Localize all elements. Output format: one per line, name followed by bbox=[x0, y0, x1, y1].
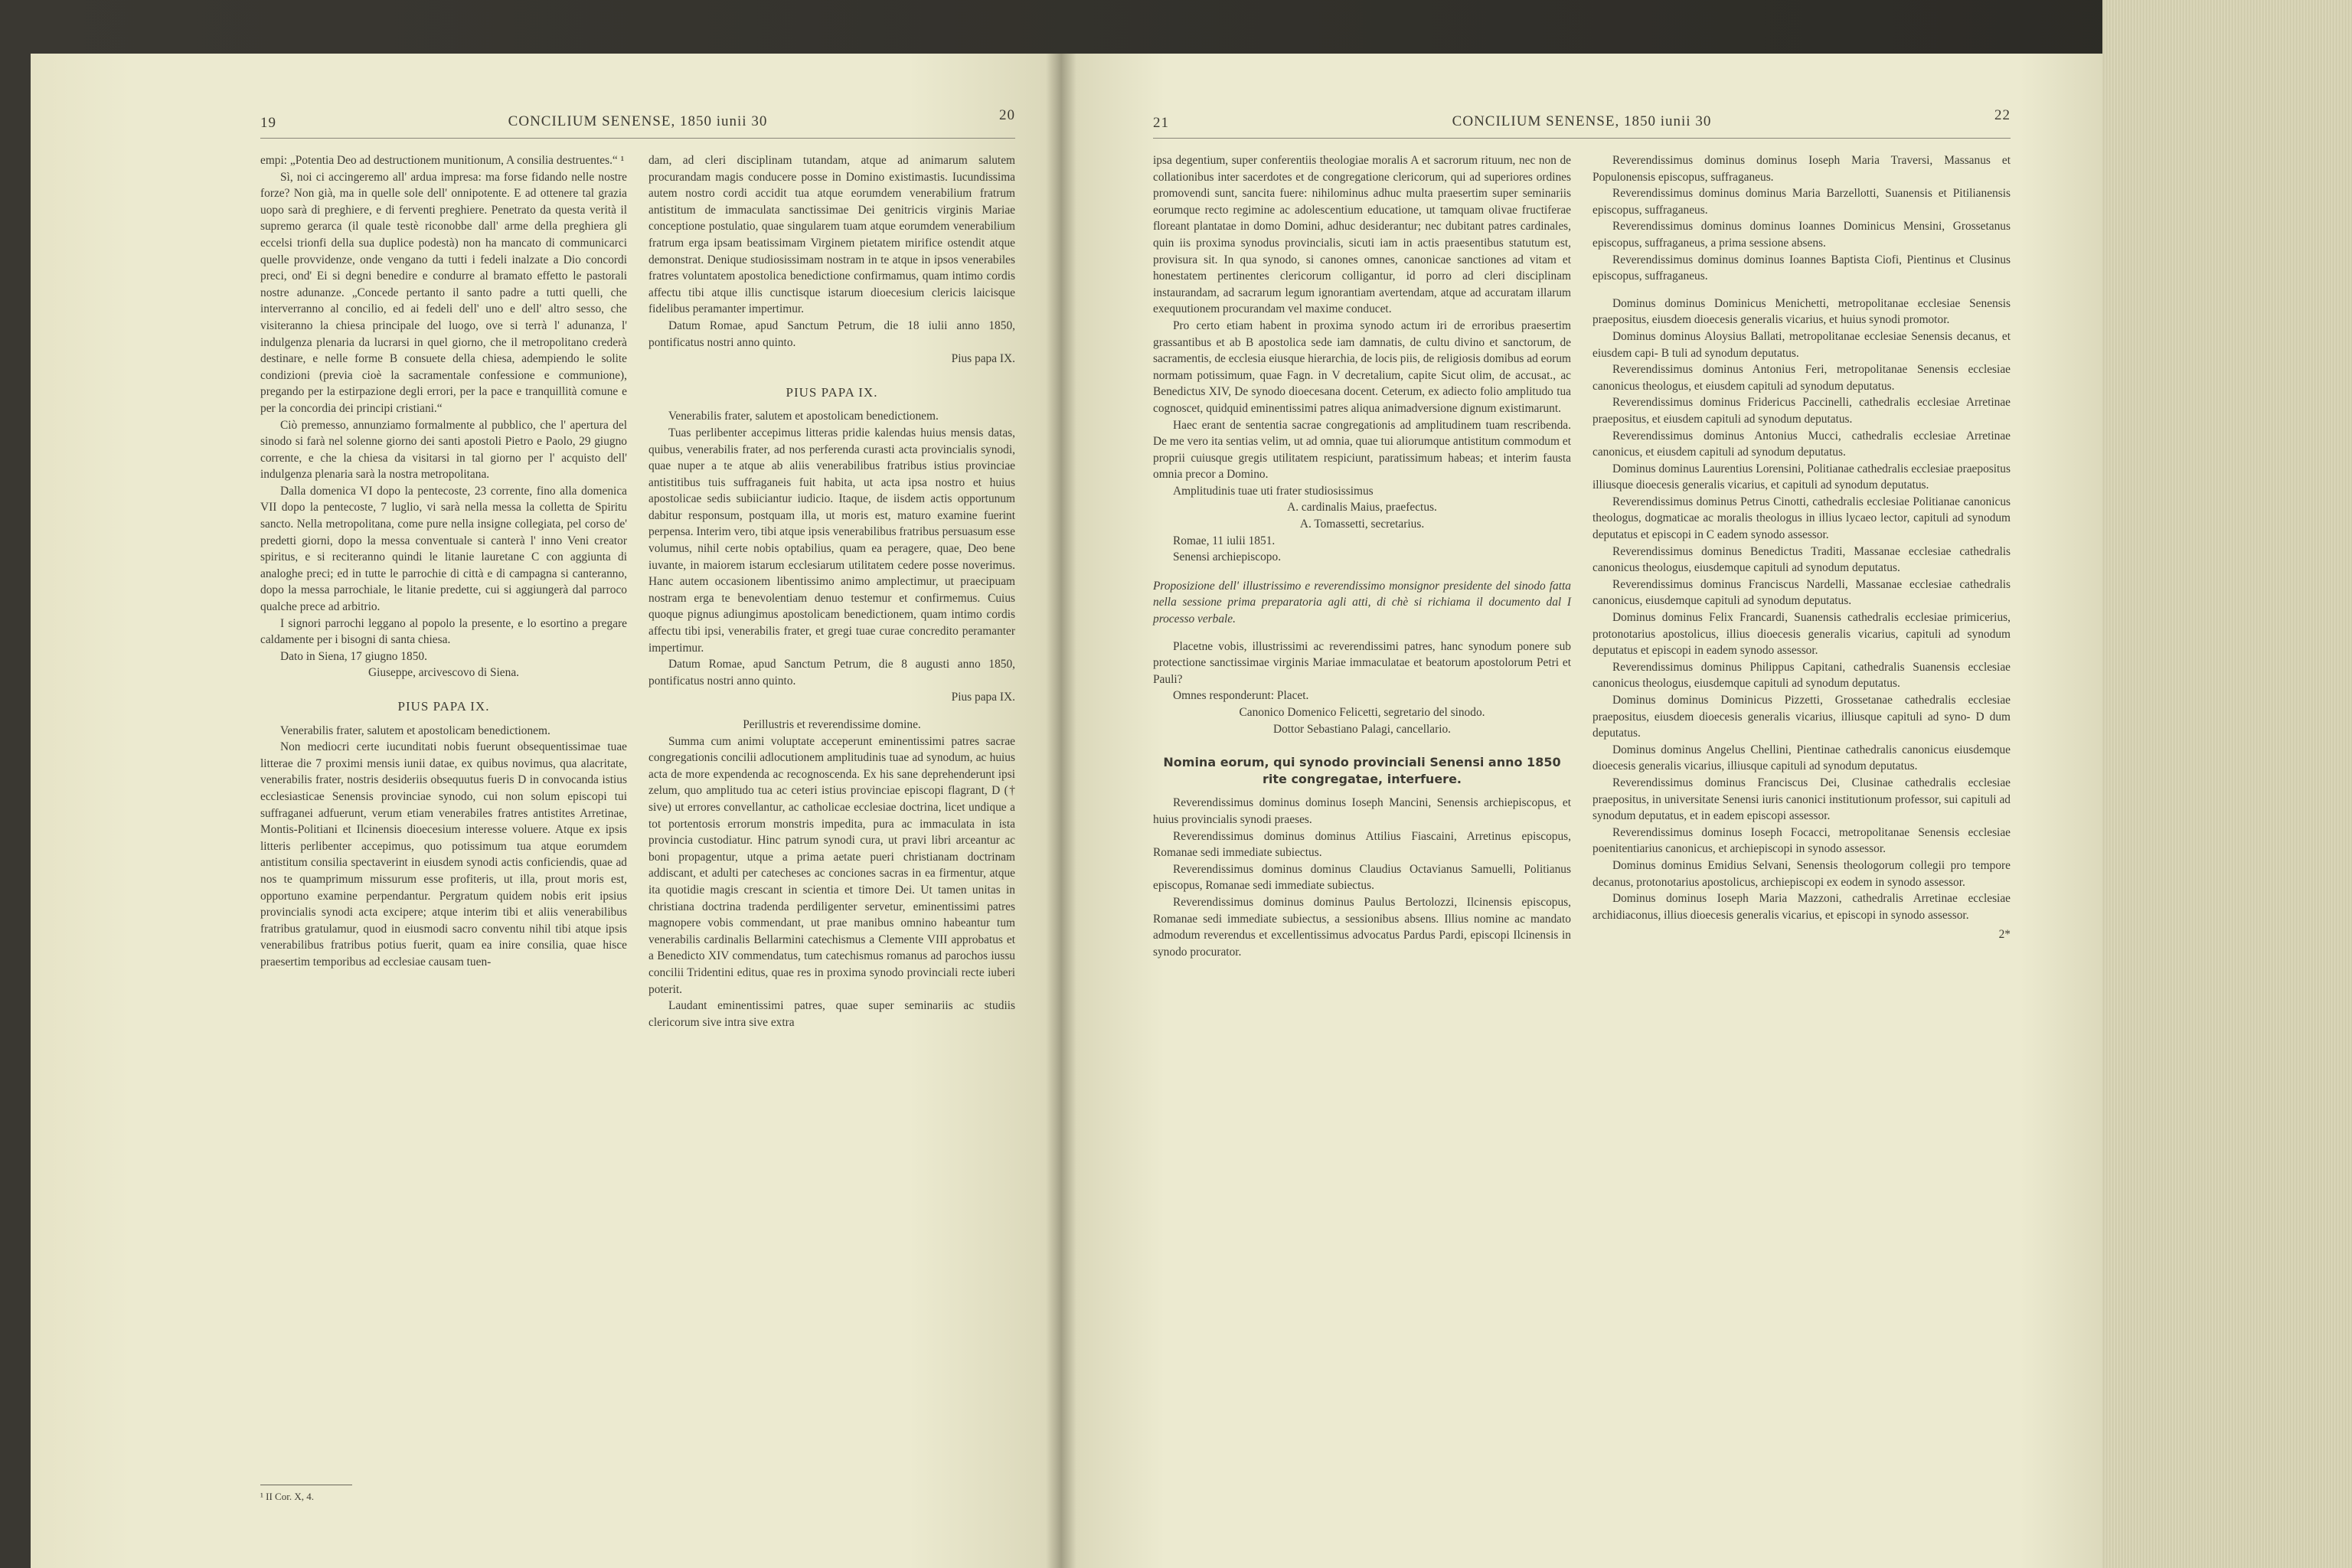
column-21 bbox=[1153, 152, 1571, 960]
list-item: Reverendissimus dominus dominus Attilius Fiascaini, Arretinus episcopus, Romanae sedi immediate subiectus. bbox=[1153, 829, 1571, 860]
paragraph: Placetne vobis, illustrissimi ac reverendissimi patres, hanc synodum ponere sub protectione sanctissimae virginis Mariae immaculatae et beatorum apostolorum Petri et Pauli? bbox=[1153, 639, 1571, 686]
italic-heading: Proposizione dell' illustrissimo e reverendissimo monsignor presidente del sinodo fatta nella sessione prima preparatoria agli atti, di chè si richiama il documento dal I processo verbale. bbox=[1153, 579, 1571, 626]
column-19 bbox=[260, 152, 627, 1502]
paragraph: empi: „Potentia Deo ad destructionem munitionum, A consilia destruentes.“ ¹ bbox=[260, 154, 625, 167]
list-item: Reverendissimus dominus dominus Ioannes Baptista Ciofi, Pientinus et Clusinus episcopus, suffraganeus. bbox=[1592, 253, 2011, 283]
signature: Giuseppe, arcivescovo di Siena. bbox=[368, 666, 520, 680]
list-item: Dominus dominus Emidius Selvani, Senensis theologorum collegii pro tempore decanus, protonotarius apostolicus, archiepiscopi ex eodem in synodo assessor. bbox=[1592, 858, 2011, 889]
closing: Amplitudinis tuae uti frater studiosissimus bbox=[1173, 484, 1374, 498]
page-number: 19 bbox=[260, 115, 276, 131]
list-item: Dominus dominus Dominicus Pizzetti, Grossetanae cathedralis ecclesiae praepositus, eiusdem dioecesis generalis vicarius, illiusque capituli ad syno- D dum deputatus. bbox=[1592, 694, 2011, 740]
paragraph: Pro certo etiam habent in proxima synodo actum iri de erroribus praesertim grassantibus et ab B apostolica sede iam damnatis, de cultu divino et sanctorum, de sacramentis, de ecclesia eiusque hierarchia, de locis piis, de religiosis domibus ad eorum normam potissimum, quae Fagn. in V decretalium, capite Sicut olim, de accusat., ac Benedictus XIV, De synodo dioecesana docent. Ceterum, ex adiecto folio amplitudo tua cognoscet, quidquid eminentissimi patres aliqua animadversione dignum existimarunt. bbox=[1153, 318, 1571, 415]
column-22 bbox=[1592, 152, 2011, 960]
list-item: Reverendissimus dominus Fridericus Paccinelli, cathedralis ecclesiae Arretinae praepositus, et eiusdem capituli ad synodum deputatus. bbox=[1592, 396, 2011, 426]
list-item: Reverendissimus dominus Philippus Capitani, cathedralis Suanensis ecclesiae canonicus theologus, eiusdemque capituli ad synodum deputatus. bbox=[1592, 660, 2011, 691]
date-line: Dato in Siena, 17 giugno 1850. bbox=[280, 649, 427, 663]
paragraph: I signori parrochi leggano al popolo la presente, e lo esortino a pregare caldamente per i bisogni di santa chiesa. bbox=[260, 616, 627, 647]
paragraph: ipsa degentium, super conferentiis theologiae moralis A et sacrorum rituum, nec non de collationibus inter sacerdotes et de congregatione clericorum, qui ad superiores ordines promovendi sunt, sancita fuere: nihilominus adhuc multa praesertim super seminariis eorumque recto regimine ac adolescentium educatione, ut tamquam olivae fructiferae floreant plantatae in domo Domini, adhuc desiderantur; nec dubitant patres cardinales, quin iis proxima synodus provincialis, sicuti iam in actis praesentibus statutum est, provisura sit. In qua synodo, si canones omnes, canonicae sanctiones ad vitam et honestatem pertinentes clericorum colligantur, id porro ad cleri disciplinam instaurandam, ad sacrarum legum ignorantiam avertendam, atque ad accuratam illarum exequutionem procurandam vel maxime conducet. bbox=[1153, 154, 1571, 316]
section-heading: PIUS PAPA IX. bbox=[397, 699, 490, 714]
signature: Canonico Domenico Felicetti, segretario del sinodo. bbox=[1239, 706, 1485, 719]
list-item: Reverendissimus dominus dominus Claudius Octavianus Samuelli, Politianus episcopus, Romanae sedi immediate subiectus. bbox=[1153, 862, 1571, 893]
signature: Dottor Sebastiano Palagi, cancellario. bbox=[1272, 722, 1452, 736]
list-item: Dominus dominus Dominicus Menichetti, metropolitanae ecclesiae Senensis praepositus, eiusdem dioecesis generalis vicarius, et huius synodi promotor. bbox=[1592, 296, 2011, 327]
list-item: Dominus dominus Felix Francardi, Suanensis cathedralis ecclesiae primicerius, protonotarius apostolicus, illius dioecesis generalis vicarius, capituli ad synodum deputatus et episcopi in eadem synodo assessor. bbox=[1592, 611, 2011, 658]
left-page bbox=[31, 54, 1061, 1568]
running-title: CONCILIUM SENENSE, 1850 iunii 30 bbox=[508, 113, 768, 129]
paragraph: Non mediocri certe iucunditati nobis fuerunt obsequentissimae tuae litterae die 7 proximi mensis iunii datae, ex quibus novimus, qua alacritate, venerabilis frater, nostris desideriis obsequutus fueris D in convocanda istius ecclesiasticae Senensis provinciae synodo, cui non solum episcopi tui suffraganei adfuerunt, verum etiam venerabiles fratres antistites Arretinae, Montis-Politiani et Ilcinensis dioecesium interesse voluere. Atque ex ipsis litteris perlibenter accepimus, quo potissimum tua atque eorumdem antistitum consilia spectaverint in eiusdem synodi actis conficiendis, quae ad nos te quamprimum missurum esse profiteris, ut illa, prout moris est, opportuno examine perpendantur. Pergratum quidem nobis erit ipsius provincialis synodi acta excipere; atque interim tibi et aliis venerabilibus fratribus gratulamur, quod in eiusmodi sacro conventu nihil tibi atque ipsis venerabilibus fratribus potius fuerit, quam ea inire consilia, quae hisce praesertim temporibus ad ecclesiae causam tuen- bbox=[260, 740, 627, 969]
salutation: Venerabilis frater, salutem et apostolicam benedictionem. bbox=[668, 410, 939, 423]
spacer bbox=[648, 706, 1015, 717]
list-item: Reverendissimus dominus dominus Maria Barzellotti, Suanensis et Pitilianensis episcopus, suffraganeus. bbox=[1592, 187, 2011, 217]
list-item: Reverendissimus dominus Benedictus Traditi, Massanae ecclesiae cathedralis canonicus theologus, eiusdemque capituli ad synodum deputatus. bbox=[1592, 544, 2011, 575]
list-item: Reverendissimus dominus dominus Ioseph Mancini, Senensis archiepiscopus, et huius provincialis synodi praeses. bbox=[1153, 796, 1571, 826]
page-number: 22 bbox=[1994, 107, 2011, 123]
column-20 bbox=[648, 152, 1015, 1031]
list-item: Dominus dominus Angelus Chellini, Pientinae cathedralis canonicus eiusdemque dioecesis generalis vicarius, illiusque capituli ad synodum deputatus. bbox=[1592, 743, 2011, 773]
paragraph: Laudant eminentissimi patres, quae super seminariis ac studiis clericorum sive intra sive extra bbox=[648, 999, 1015, 1029]
page-number: 20 bbox=[999, 107, 1015, 123]
paragraph: Tuas perlibenter accepimus litteras pridie kalendas huius mensis datas, quibus, venerabilis frater, ad nos perferenda curasti acta provincialis synodi, quae nuper a te atque ab aliis venerabilibus fratribus istius provinciae antistitibus tuis suffraganeis fuit habita, ut acta ipsa nostro et huius apostolicae sedis subiiciantur iudicio. Itaque, de iisdem actis opportunum dabitur responsum, postquam illa, ut moris est, maturo examine fuerint perpensa. Interim vero, tibi atque ipsis venerabilibus fratribus persuasum esse volumus, nihil certe nobis optabilius, quam ea peragere, quae, Deo bene iuvante, in maiorem istarum ecclesiarum utilitatem cedere posse noverimus. Hanc autem occasionem libentissimo animo amplectimur, ut praecipuam nostram erga te benevolentiam denuo testemur et confirmemus. Cuius quoque pignus adiungimus apostolicam benedictionem, quam intimo cordis affectu tibi ipsi, venerabilis frater, et gregi tuae curae concredito peramanter impertimur. bbox=[648, 426, 1015, 655]
list-item: Reverendissimus dominus Antonius Mucci, cathedralis ecclesiae Arretinae canonicus, et eiusdem capituli ad synodum deputatus. bbox=[1592, 429, 2011, 459]
paragraph: dam, ad cleri disciplinam tutandam, atque ad animarum salutem procurandam magis conducere posse in Domino existimastis. Iucundissima autem nostro cordi accidit tua atque eorumdem venerabilium fratrum antistitum de immaculata sanctissimae Dei genitricis virginis Mariae conceptione postulatio, quae singularem tuam atque eorumdem venerabilium fratrum erga ipsam beatissimam Virginem pietatem mirifice ostendit atque demonstrat. Denique studiosissimam nostram in te atque in ipsos venerabiles fratres voluntatem apostolica benedictione confirmamus, quam intimo cordis affectu tibi atque illis cunctisque istarum dioecesium clericis laicisque fidelibus peramanter impertimur. bbox=[648, 154, 1015, 316]
running-head-right bbox=[1153, 107, 2011, 139]
paragraph: Omnes responderunt: Placet. bbox=[1173, 689, 1309, 703]
spacer bbox=[1592, 285, 2011, 296]
paragraph: Dalla domenica VI dopo la pentecoste, 23 corrente, fino alla domenica VII dopo la pentecoste, 7 luglio, vi sarà nella messa la colletta de Spiritu sancto. Nella metropolitana, come pure nella insigne collegiata, pel corso de' predetti giorni, dopo la messa conventuale si canterà l' inno Veni creator spiritus, e si reciteranno quindi le litanie lauretane C con aggiunta di analoghe preci; ed in tutte le parrochie di città e di campagna si canteranno, dopo la messa parrochiale, le litanie predette, cui si aggiungerà dal parroco qualche prece ad arbitrio. bbox=[260, 484, 627, 614]
section-heading: Nomina eorum, qui synodo provinciali Senensi anno 1850 rite congregatae, interfuere. bbox=[1163, 755, 1561, 786]
signature: Pius papa IX. bbox=[951, 352, 1015, 366]
date-line: Romae, 11 iulii 1851. bbox=[1173, 534, 1276, 547]
salutation: Venerabilis frater, salutem et apostolicam benedictionem. bbox=[280, 724, 550, 737]
paragraph: Haec erant de sententia sacrae congregationis ad amplitudinem tuam rescribenda. De me vero ita sentias velim, ut ad omnia, quae tui aliorumque antistitum commodum et proprii cuiusque gregis utilitatem respiciunt, paratissimum habeas; et interim fausta omnia precor a Domino. bbox=[1153, 418, 1571, 482]
footnote: ¹ II Cor. X, 4. bbox=[260, 1485, 352, 1505]
columns-right bbox=[1153, 152, 2011, 960]
columns-left bbox=[260, 152, 1015, 1502]
paragraph: Summa cum animi voluptate acceperunt eminentissimi patres sacrae congregationis concilii adlocutionem amplitudinis tuae ad synodum, ac huius acta de more expendenda ac recognoscenda. Ex his sane deprehenderunt ipsi zelum, quo amplitudo tua ac ceteri istius provinciae episcopi flagrant, D († sive) ut errores convellantur, ac catholicae ecclesiae doctrina, licet undique a tot portentosis errorum monstris impedita, pura ac immaculata in ista provincia custodiatur. Hinc patrum synodi cura, ut pravi libri arceantur ac boni propagentur, utque a prima aetate pueri christianam doctrinam addiscant, et adulti per catecheses ac conciones sacras in ea firmentur, atque ita quotidie magis crescant in scientia et timore Dei. Ut tamen unitas in christiana doctrina tradenda perdiligenter servetur, eminentissimi patres magnopere vobis commendant, ut prae manibus omnino habeantur tum venerabilis cardinalis Bellarmini catechismus a Clemente VIII approbatus et a Benedicto XIV commendatus, tum catechismus romanus ad parochos iussu concilii Tridentini editus, quae res in proxima synodo provinciali recte iuberi poterit. bbox=[648, 734, 1015, 996]
list-item: Dominus dominus Laurentius Lorensini, Politianae cathedralis ecclesiae praepositus illiusque dioecesis generalis vicarius, et capituli ad synodum deputatus. bbox=[1592, 462, 2011, 492]
paragraph: Ciò premesso, annunziamo formalmente al pubblico, che l' apertura del sinodo si farà nel solenne giorno dei santi apostoli Pietro e Paolo, 29 giugno corrente, e che la chiesa da visitarsi in tal giorno per l' acquisto dell' indulgenza plenaria sarà la nostra metropolitana. bbox=[260, 418, 627, 482]
list-item: Reverendissimus dominus Petrus Cinotti, cathedralis ecclesiae Politianae canonicus theologus, dogmaticae ac moralis theologus in illius lycaeo lector, capituli ad synodum deputatus et episcopi in C eadem synodo assessor. bbox=[1592, 495, 2011, 542]
date-line: Datum Romae, apud Sanctum Petrum, die 8 augusti anno 1850, pontificatus nostri anno quinto. bbox=[648, 658, 1015, 688]
addressee: Senensi archiepiscopo. bbox=[1173, 550, 1282, 564]
list-item: Reverendissimus dominus dominus Paulus Bertolozzi, Ilcinensis episcopus, Romanae sedi immediate subiectus, a sessionibus absens. Illius nomine ac mandato admodum reverendus et excellentissimus advocatus Pardus Pardi, episcopi Ilcinensis in synodo procurator. bbox=[1153, 895, 1571, 959]
list-item: Reverendissimus dominus dominus Ioannes Dominicus Mensini, Grossetanus episcopus, suffraganeus, a prima sessione absens. bbox=[1592, 220, 2011, 250]
signature: Pius papa IX. bbox=[951, 691, 1015, 704]
list-item: Reverendissimus dominus Franciscus Nardelli, Massanae ecclesiae cathedralis canonicus, eiusdemque capituli ad synodum deputatus. bbox=[1592, 577, 2011, 608]
date-line: Datum Romae, apud Sanctum Petrum, die 18 iulii anno 1850, pontificatus nostri anno quinto. bbox=[648, 318, 1015, 349]
signature: A. Tomassetti, secretarius. bbox=[1299, 518, 1425, 531]
list-item: Dominus dominus Aloysius Ballati, metropolitanae ecclesiae Senensis decanus, et eiusdem capi- B tuli ad synodum deputatus. bbox=[1592, 329, 2011, 360]
book-gutter bbox=[1046, 54, 1076, 1568]
list-item: Reverendissimus dominus dominus Ioseph Maria Traversi, Massanus et Populonensis episcopus, suffraganeus. bbox=[1592, 154, 2011, 184]
list-item: Reverendissimus dominus Franciscus Dei, Clusinae cathedralis ecclesiae praepositus, in universitate Senensi iuris canonici institutionum professor, sui capituli ad synodum deputatus, et in eadem episcopi assessor. bbox=[1592, 776, 2011, 823]
salutation: Perillustris et reverendissime domine. bbox=[743, 718, 921, 731]
page-number: 21 bbox=[1153, 115, 1169, 131]
list-item: Reverendissimus dominus Ioseph Focacci, metropolitanae Senensis ecclesiae poenitentiarius canonicus, et archiepiscopi in synodo assessor. bbox=[1592, 825, 2011, 856]
section-heading: PIUS PAPA IX. bbox=[786, 384, 878, 400]
running-head-left bbox=[260, 107, 1015, 139]
signature-mark: 2* bbox=[1998, 928, 2011, 942]
running-title: CONCILIUM SENENSE, 1850 iunii 30 bbox=[1452, 113, 1712, 129]
list-item: Dominus dominus Ioseph Maria Mazzoni, cathedralis Arretinae ecclesiae archidiaconus, illius dioecesis generalis vicarius, et episcopi in synodo assessor. bbox=[1592, 892, 2011, 922]
page-edges bbox=[2102, 0, 2352, 1568]
right-page bbox=[1061, 54, 2102, 1568]
paragraph: Sì, noi ci accingeremo all' ardua impresa: ma forse fidando nelle nostre forze? Non già, ma in quelle sole dell' onnipotente. E ad ottenere tal grazia uopo sarà di preghiere, e di ferventi preghiere. Penetrato da questa verità il supremo gerarca (il quale testè riconobbe dall' arme della preghiera gli eccelsi trionfi della sua duplice podestà) non ha mancato di communicarci quelle provvidenze, onde vengano da tutti i fedeli inalzate a Dio concordi preci, ond' Ei si degni benedire e condurre al bramato effetto le pastorali nostre adunanze. „Concede pertanto il santo padre a tutti quelli, che interverranno al concilio, ed ai fedeli dell' uno e dell' altro sesso, che visiteranno la chiesa principale del luogo, ove si terrà l' adunanza, l' indulgenza plenaria da lucrarsi in quel giorno, che il metropolitano crederà destinare, e nelle forme B consuete della chiesa, adempiendo le solite condizioni (previa cioè la sacramentale confessione e communione), pregando per la estirpazione degli errori, per la pace e tranquillità comune e per la concordia dei principi cristiani.“ bbox=[260, 170, 627, 415]
list-item: Reverendissimus dominus Antonius Feri, metropolitanae Senensis ecclesiae canonicus theologus, et eiusdem capituli ad synodum deputatus. bbox=[1592, 363, 2011, 393]
signature: A. cardinalis Maius, praefectus. bbox=[1287, 501, 1437, 514]
